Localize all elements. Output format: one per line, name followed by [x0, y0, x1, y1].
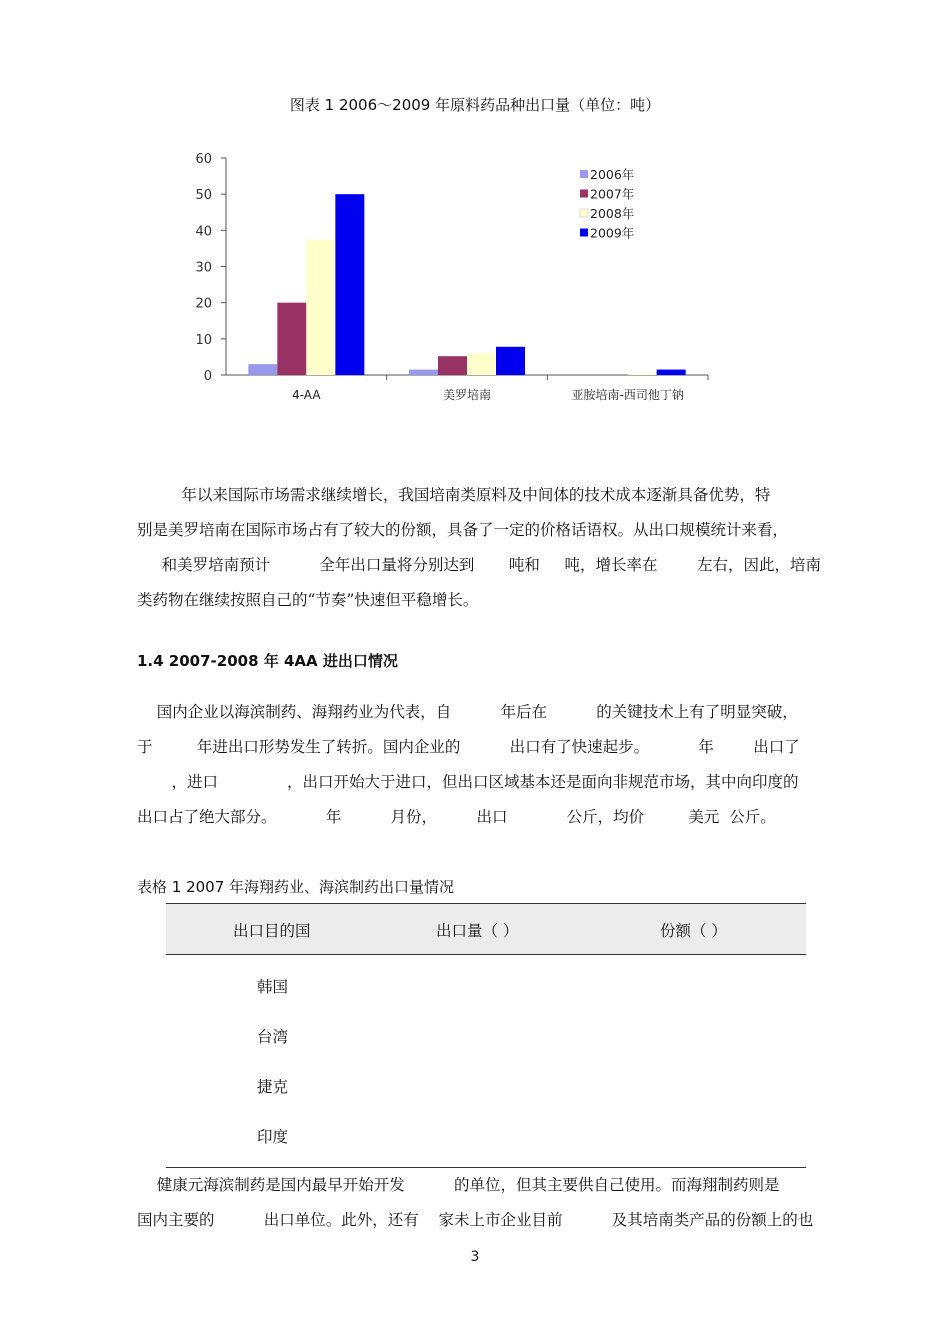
- legend-label: 2007年: [590, 186, 635, 202]
- table-header: [166, 903, 806, 955]
- paragraph-2: [137, 695, 839, 835]
- legend-swatch: [580, 190, 588, 198]
- section-heading: 1.4 2007-2008 年 4AA 进出口情况: [137, 652, 398, 670]
- column-header: 出口量（ ）: [436, 922, 519, 940]
- paragraph-line: 和美罗培南预计 全年出口量将分别达到 吨和 吨，增长率在 左右，因此，培南: [137, 556, 821, 574]
- legend-label: 2009年: [590, 225, 635, 241]
- legend-label: 2006年: [590, 167, 635, 182]
- paragraph-3: [137, 1168, 839, 1238]
- x-tick-label: 4-AA: [292, 388, 321, 402]
- table-title: 表格 1 2007 年海翔药业、海滨制药出口量情况: [137, 878, 455, 896]
- y-tick-label: 60: [195, 152, 212, 167]
- y-tick-label: 30: [195, 260, 212, 276]
- table-cell-country: 台湾: [257, 1028, 289, 1046]
- y-tick-label: 20: [195, 296, 212, 312]
- bar: [467, 353, 496, 375]
- y-tick-label: 0: [203, 369, 212, 384]
- chart-bars: [248, 194, 685, 375]
- legend-swatch: [580, 209, 588, 217]
- bar: [335, 194, 364, 375]
- paragraph-line: 健康元海滨制药是国内最早开始开发 的单位，但其主要供自己使用。而海翔制药则是: [137, 1176, 780, 1194]
- paragraph-line: 于 年进出口形势发生了转折。国内企业的 出口有了快速起步。 年 出口了: [137, 738, 800, 756]
- table-cell-country: 捷克: [257, 1078, 289, 1096]
- bar: [306, 239, 335, 375]
- column-header: 出口目的国: [233, 922, 311, 940]
- paragraph-1: [137, 478, 839, 618]
- table-row: [166, 961, 806, 1011]
- y-tick-label: 50: [195, 188, 212, 204]
- bar: [657, 370, 686, 375]
- bar: [409, 370, 438, 375]
- x-axis-labels: [292, 387, 684, 402]
- table-body: [166, 955, 806, 1168]
- legend-label: 2008年: [590, 206, 635, 221]
- y-tick-label: 40: [195, 224, 212, 240]
- paragraph-line: 国内企业以海滨制药、海翔药业为代表，自 年后在 的关键技术上有了明显突破，: [137, 703, 798, 721]
- bar-chart: [170, 140, 730, 420]
- export-table: [166, 903, 806, 1168]
- y-tick-label: 10: [195, 332, 212, 348]
- bar: [496, 347, 525, 375]
- figure-title: 图表 1 2006～2009 年原料药品种出口量（单位：吨）: [289, 96, 661, 114]
- x-tick-label: 美罗培南: [442, 388, 492, 402]
- paragraph-line: 年以来国际市场需求继续增长，我国培南类原料及中间体的技术成本逐渐具备优势，特: [137, 486, 771, 504]
- bar: [277, 303, 306, 375]
- table-cell-country: 印度: [257, 1128, 289, 1146]
- bar: [628, 374, 657, 375]
- paragraph-line: 出口占了绝大部分。 年 月份， 出口 公斤，均价 美元 公斤。: [137, 808, 776, 826]
- paragraph-line: 别是美罗培南在国际市场占有了较大的份额，具备了一定的价格话语权。从出口规模统计来看，: [137, 521, 789, 539]
- paragraph-line: 国内主要的 出口单位。此外，还有 家未上市企业目前 及其培南类产品的份额上的也: [137, 1211, 814, 1229]
- table-row: [166, 1061, 806, 1111]
- column-header: 份额（ ）: [660, 922, 727, 940]
- legend-swatch: [580, 170, 588, 178]
- legend-swatch: [580, 229, 588, 237]
- page-number: 3: [470, 1249, 480, 1265]
- bar: [438, 356, 467, 375]
- table-cell-country: 韩国: [257, 978, 289, 996]
- x-tick-label: 亚胺培南-西司他丁钠: [571, 388, 684, 402]
- paragraph-line: 类药物在继续按照自己的“节奏”快速但平稳增长。: [137, 591, 479, 609]
- paragraph-line: ，进口 ，出口开始大于进口，但出口区域基本还是面向非规范市场，其中向印度的: [137, 773, 799, 791]
- chart-legend: [580, 167, 634, 241]
- table-row: [166, 1011, 806, 1061]
- table-row: [166, 1111, 806, 1161]
- bar: [248, 364, 277, 375]
